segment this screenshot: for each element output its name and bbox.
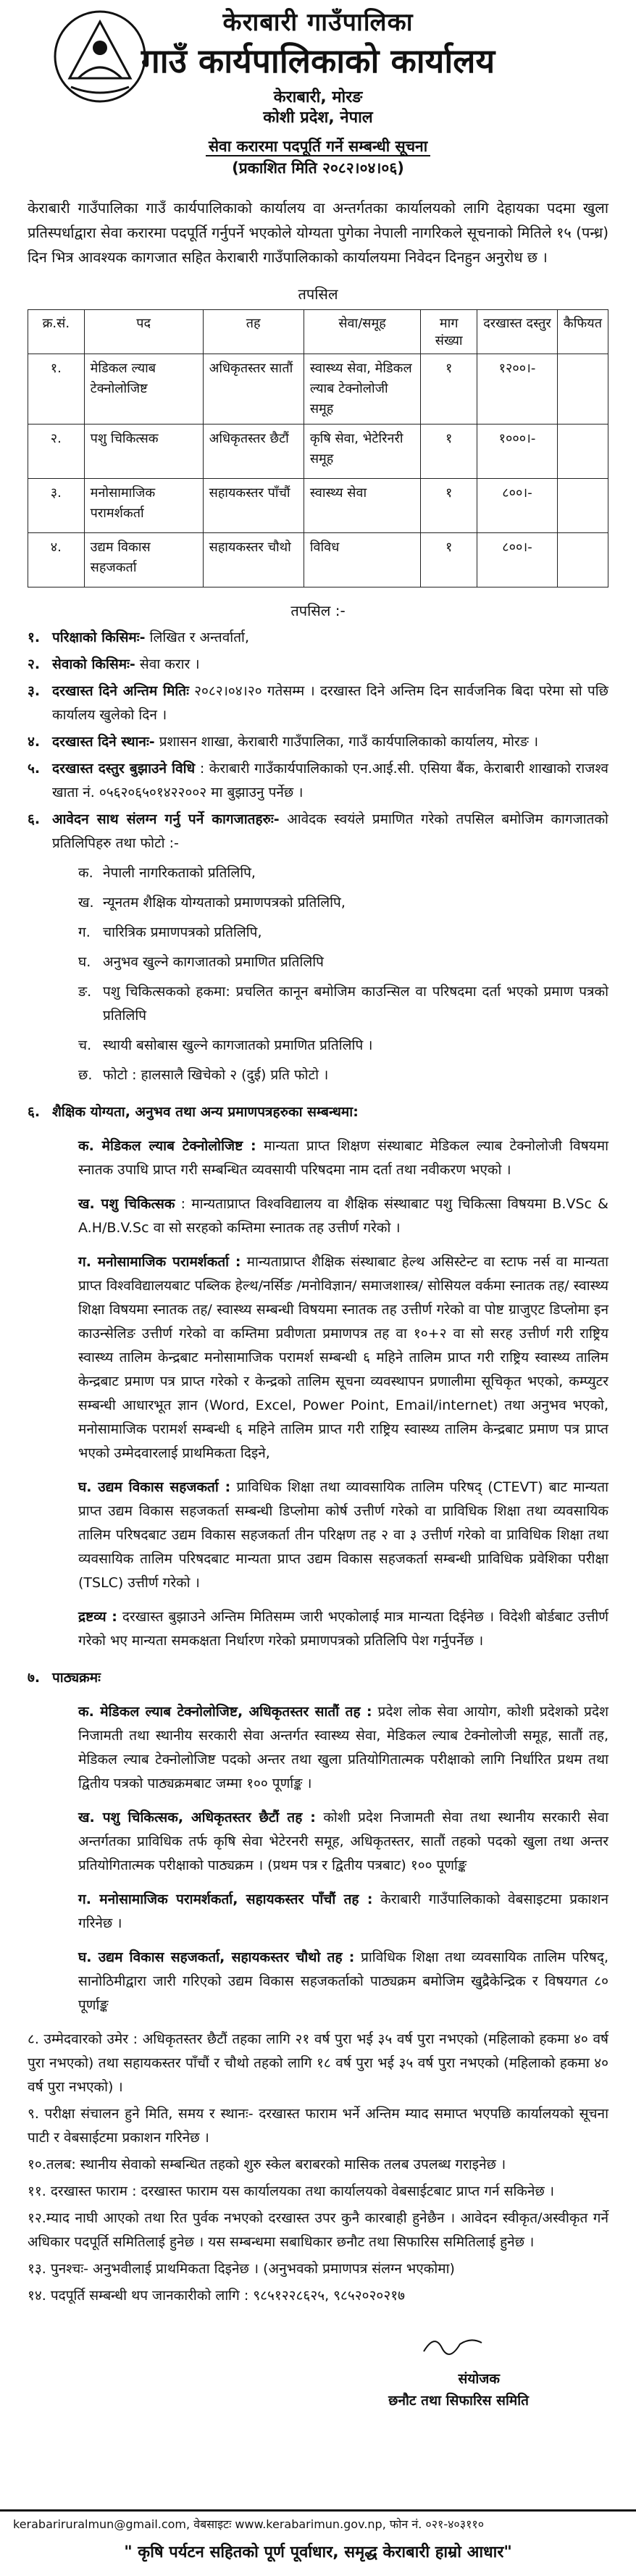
item-label: सेवाको किसिमः- bbox=[52, 656, 135, 672]
syllabus-enterprise: घ. उद्यम विकास सहजकर्ता, सहायकस्तर चौथो तह : प्राविधिक शिक्षा तथा व्यवसायिक तालिम परिषद्, सानोठिमीद्वारा जारी गरिएको उद्यम विकास सहजकर्ताको पाठ्यक्रम बमोजिम खुद्रैकेन्द्रिक र विषयगत ८० पूर्णाङ्क bbox=[78, 1949, 609, 2013]
signatory-committee: छनौट तथा सिफारिस समिति bbox=[388, 2393, 529, 2409]
syllabus-veterinarian: ख. पशु चिकित्सक, अधिकृतस्तर छैटौं तह : कोशी प्रदेश निजामती सेवा तथा स्थानीय सरकारी सेवा अन्तर्गतका प्राविधिक तर्फ कृषि सेवा भेटेरनरी समूह, अधिकृतस्तर, सातौं तहको पदको खुला तथा अन्तर प्रतियोगितात्मक परीक्षाको पाठ्यक्रम । (प्रथम पत्र र द्वितीय पत्रबाट) १०० पूर्णाङ्क bbox=[78, 1810, 608, 1873]
signatory-role: संयोजक bbox=[458, 2371, 500, 2387]
item-number: ३. bbox=[28, 683, 41, 699]
cell-fee: ८००।- bbox=[477, 533, 558, 587]
item-text: प्रशासन शाखा, केराबारी गाउँपालिका, गाउँ कार्यपालिकाको कार्यालय, मोरङ । bbox=[159, 734, 539, 750]
document-item bbox=[78, 950, 608, 974]
sub-number: घ. bbox=[78, 954, 91, 970]
cell-fee: ८००।- bbox=[477, 479, 558, 533]
sub-text: स्थायी बसोबास खुल्ने कागजातको प्रमाणित प्रतिलिपि । bbox=[103, 1037, 373, 1053]
document-item bbox=[78, 980, 608, 1028]
sub-text: अनुभव खुल्ने कागजातको प्रमाणित प्रतिलिपि bbox=[103, 954, 324, 970]
document-item bbox=[78, 861, 608, 885]
item-label: शैक्षिक योग्यता, अनुभव तथा अन्य प्रमाणपत्रहरुका सम्बन्धमा: bbox=[52, 1104, 359, 1120]
cell-service: कृषि सेवा, भेटेरिनरी समूह bbox=[304, 425, 420, 479]
detail-exam-schedule: ९. परीक्षा संचालन हुने मिति, समय र स्थानः- दरखास्त फाराम भर्ने अन्तिम म्याद समाप्त भएपछि कार्यालयको सूचना पाटी र वेबसाईटमा प्रकाशन गरिनेछ । bbox=[28, 2106, 608, 2146]
cell-post: मनोसामाजिक परामर्शकर्ता bbox=[84, 479, 203, 533]
notice-date: (प्रकाशित मिति २०८२।०४।०६) bbox=[232, 159, 404, 177]
sub-text: नेपाली नागरिकताको प्रतिलिपि, bbox=[103, 865, 256, 881]
cell-fee: १०००।- bbox=[477, 425, 558, 479]
letterhead bbox=[28, 0, 608, 177]
cell-serial: ४. bbox=[28, 533, 85, 587]
cell-quantity: १ bbox=[421, 533, 477, 587]
header-serial: क्र.सं. bbox=[28, 310, 85, 354]
document-item bbox=[78, 1034, 608, 1058]
header-post: पद bbox=[84, 310, 203, 354]
signature-block bbox=[28, 2330, 608, 2424]
cell-level: अधिकृतस्तर सातौं bbox=[203, 354, 304, 425]
cell-remarks bbox=[557, 533, 608, 587]
cell-quantity: १ bbox=[421, 425, 477, 479]
sub-number: ग. bbox=[78, 924, 91, 940]
qualification-note: द्रष्टव्य : दरखास्त बुझाउने अन्तिम मितिसम्म जारी भएकोलाई मात्र मान्यता दिईनेछ । विदेशी बोर्डबाट उत्तीर्ण गरेको भए मान्यता समकक्षता निर्धारण गरेको प्रमाणपत्रको प्रतिलिपि पेश गर्नुपर्नेछ । bbox=[78, 1609, 608, 1649]
cell-remarks bbox=[557, 479, 608, 533]
details-heading: तपसिल :- bbox=[290, 602, 346, 619]
sub-number: ङ. bbox=[78, 984, 92, 1000]
sub-number: ख. bbox=[78, 895, 94, 911]
sub-number: च. bbox=[78, 1037, 92, 1053]
item-text: लिखित र अन्तर्वार्ता, bbox=[149, 630, 249, 645]
item-label: पाठ्यक्रमः bbox=[52, 1670, 101, 1686]
detail-late-applications: १२.म्याद नाघी आएको तथा रित पुर्वक नभएको दरखास्त उपर कुनै कारबाही हुनेछैन । आवेदन स्वीकृत/अस्वीकृत गर्ने अधिकार पदपूर्ति समितिलाई हुनेछ । यस सम्बन्धमा सबाधिकार छनौट तथा सिफारिस समितिलाई हुनेछ । bbox=[28, 2210, 608, 2250]
document-item bbox=[78, 921, 608, 945]
cell-serial: २. bbox=[28, 425, 85, 479]
document-item bbox=[78, 891, 608, 915]
header-remarks: कैफियत bbox=[557, 310, 608, 354]
detail-deadline bbox=[28, 679, 608, 727]
detail-salary: १०.तलब: स्थानीय सेवाको सम्बन्धित तहको शुरु स्केल बराबरको मासिक तलब उपलब्ध गराइनेछ । bbox=[28, 2157, 506, 2173]
intro-paragraph: केराबारी गाउँपालिका गाउँ कार्यपालिकाको कार्यालय वा अन्तर्गतका कार्यालयको लागि देहायका पदमा खुला प्रतिस्पर्धाद्वारा सेवा करारमा पदपूर्ति गर्नुपर्ने भएकोले योग्यता पुगेका नेपाली नागरिकले सूचनाको मितिले १५ (पन्ध्र) दिन भित्र आवश्यक कागजात सहित केराबारी गाउँपालिकाको कार्यालयमा निवेदन दिनहुन अनुरोध छ । bbox=[28, 199, 608, 266]
details-section bbox=[28, 626, 608, 2308]
cell-post: मेडिकल ल्याब टेक्नोलोजिष्ट bbox=[84, 354, 203, 425]
item-label: परिक्षाको किसिमः- bbox=[52, 630, 146, 645]
sub-text: फोटो : हालसालै खिचेको २ (दुई) प्रति फोटो । bbox=[103, 1067, 329, 1083]
item-number: ५. bbox=[28, 761, 41, 777]
cell-serial: ३. bbox=[28, 479, 85, 533]
header-level: तह bbox=[203, 310, 304, 354]
cell-level: अधिकृतस्तर छैटौं bbox=[203, 425, 304, 479]
detail-experience-priority: १३. पुनश्चः- अनुभवीलाई प्राथमिकता दिइनेछ । (अनुभवको प्रमाणपत्र संलग्न भएकोमा) bbox=[28, 2261, 455, 2277]
qualifications-heading bbox=[28, 1100, 608, 1124]
footer bbox=[0, 2509, 636, 2576]
table-row bbox=[28, 425, 608, 479]
detail-age: ८. उम्मेदवारको उमेर : अधिकृतस्तर छैटौं तहका लागि २१ वर्ष पुरा भई ३५ वर्ष पुरा नभएको (महिलाको हकमा ४० वर्ष पुरा नभएको) तथा सहायकस्तर पाँचौं र चौथो तहको लागि १८ वर्ष पुरा भई ३५ वर्ष पुरा नभएको (महिलाको हकमा ४० वर्ष पुरा नभएको) । bbox=[28, 2031, 608, 2095]
cell-level: सहायकस्तर पाँचौं bbox=[203, 479, 304, 533]
cell-quantity: १ bbox=[421, 479, 477, 533]
cell-quantity: १ bbox=[421, 354, 477, 425]
table-heading: तपसिल bbox=[298, 285, 338, 303]
item-label: दरखास्त दस्तुर बुझाउने विधि bbox=[52, 761, 196, 777]
item-number: ४. bbox=[28, 734, 41, 750]
detail-service-type bbox=[28, 653, 608, 677]
detail-required-documents bbox=[28, 808, 608, 856]
syllabus-psychosocial: ग. मनोसामाजिक परामर्शकर्ता, सहायकस्तर पाँचौं तह : केराबारी गाउँपालिकाको वेबसाइटमा प्रकाशन गरिनेछ । bbox=[78, 1891, 609, 1931]
header-service: सेवा/समूह bbox=[304, 310, 420, 354]
detail-submission-place bbox=[28, 730, 608, 754]
table-header-row bbox=[28, 310, 608, 354]
item-label: दरखास्त दिने अन्तिम मितिः bbox=[52, 683, 189, 699]
sub-text: पशु चिकित्सकको हकमा: प्रचलित कानून बमोजिम काउन्सिल वा परिषदमा दर्ता भएको प्रमाण पत्रको प्रतिलिपि bbox=[103, 984, 608, 1024]
footer-contact: kerabariruralmun@gmail.com, वेबसाइटः www.kerabarimun.gov.np, फोन नं. ०२१-४०३११० bbox=[13, 2517, 485, 2531]
posts-table bbox=[28, 309, 608, 587]
sub-number: क. bbox=[78, 865, 93, 881]
item-label: आवेदन साथ संलग्न गर्नु पर्ने कागजातहरुः- bbox=[52, 811, 280, 827]
footer-slogan: " कृषि पर्यटन सहितको पूर्ण पूर्वाधार, समृद्ध केराबारी हाम्रो आधार" bbox=[124, 2543, 512, 2562]
signature-icon bbox=[420, 2330, 485, 2359]
qualification-medical-lab: क. मेडिकल ल्याब टेक्नोलोजिष्ट : मान्यता प्राप्त शिक्षण संस्थाबाट मेडिकल ल्याब टेक्नोलोजी विषयमा स्नातक उपाधि प्राप्त गरी सम्बन्धित व्यवसायी परिषदमा नाम दर्ता तथा नवीकरण भएको । bbox=[78, 1138, 608, 1178]
cell-post: उद्यम विकास सहजकर्ता bbox=[84, 533, 203, 587]
notice-title: सेवा करारमा पदपूर्ति गर्ने सम्बन्धी सूचना bbox=[28, 136, 608, 156]
item-number: ७. bbox=[28, 1670, 41, 1686]
qualification-veterinarian: ख. पशु चिकित्सक : मान्यताप्राप्त विश्वविद्यालय वा शैक्षिक संस्थाबाट पशु चिकित्सा विषयमा B.VSc & A.H/B.V.Sc वा सो सरहको कम्तिमा स्नातक तह उत्तीर्ण गरेको । bbox=[78, 1196, 608, 1236]
cell-service: विविध bbox=[304, 533, 420, 587]
item-text: २०८२।०४।२० गतेसम्म । दरखास्त दिने अन्तिम दिन सार्वजनिक बिदा परेमा सो पछि कार्यालय खुलेको दिन । bbox=[52, 683, 608, 723]
municipality-name: केराबारी गाउँपालिका bbox=[222, 8, 414, 37]
qualification-enterprise: घ. उद्यम विकास सहजकर्ता : प्राविधिक शिक्षा तथा व्यावसायिक तालिम परिषद् (CTEVT) बाट मान्यता प्राप्त उद्यम विकास सहजकर्ता सम्बन्धी डिप्लोमा कोर्ष उत्तीर्ण गरेको वा प्राविधिक शिक्षा तथा व्यवसायिक तालिम परिषदबाट उद्यम विकास सहजकर्ता तीन परिक्षण तह २ वा ३ उत्तीर्ण गरेको वा प्राविधिक शिक्षा तथा व्यवसायिक तालिम परिषदबाट मान्यता प्राप्त उद्यम विकास सहजकर्ता सम्बन्धी प्राविधिक प्रवेशिका परीक्षा (TSLC) उत्तीर्ण गरेको । bbox=[78, 1479, 609, 1591]
item-text: सेवा करार । bbox=[139, 656, 200, 672]
table-row bbox=[28, 354, 608, 425]
detail-application-form: ११. दरखास्त फाराम : दरखास्त फाराम यस कार्यालयका तथा कार्यालयको वेबसाईटबाट प्राप्त गर्न सकिनेछ । bbox=[28, 2183, 555, 2199]
item-number: ६. bbox=[28, 811, 41, 827]
item-label: दरखास्त दिने स्थानः- bbox=[52, 734, 155, 750]
header-quantity: माग संख्या bbox=[421, 310, 477, 354]
table-row bbox=[28, 533, 608, 587]
cell-remarks bbox=[557, 425, 608, 479]
office-name: गाउँ कार्यपालिकाको कार्यालय bbox=[141, 41, 495, 80]
cell-fee: १२००।- bbox=[477, 354, 558, 425]
sub-text: न्यूनतम शैक्षिक योग्यताको प्रमाणपत्रको प्रतिलिपि, bbox=[103, 895, 346, 911]
document-item bbox=[78, 1063, 608, 1087]
item-number: १. bbox=[28, 630, 41, 645]
qualification-psychosocial: ग. मनोसामाजिक परामर्शकर्ता : मान्यताप्राप्त शैक्षिक संस्थाबाट हेल्थ असिस्टेन्ट वा स्टाफ नर्स वा मान्यता प्राप्त विश्वविद्यालयबाट पब्लिक हेल्थ/नर्सिङ /मनोविज्ञान/ समाजशास्त्र/ सोसियल वर्कमा स्नातक तह/ स्वास्थ्य शिक्षा विषयमा स्नातक तह/ स्वास्थ्य सम्बन्धी विषयमा स्नातक तह उत्तीर्ण गरेको वा पोष्ट ग्राजुएट डिप्लोमा इन काउन्सेलिङ उत्तीर्ण गरेको वा कम्तिमा प्रवीणता प्रमाणपत्र तह वा १०+२ वा सो सरह उत्तीर्ण गरी राष्ट्रिय स्वास्थ्य तालिम केन्द्रबाट मनोसामाजिक परामर्श सम्बन्धी ६ महिने तालिम प्राप्त गरी राष्ट्रिय स्वास्थ्य तालिम केन्द्रबाट प्रमाण पत्र प्राप्त गरेको र केन्द्रको तालिम सूचना व्यवस्थापन प्रणालीमा सूचिकृत भएको, कम्प्युटर सम्बन्धी आधारभूत ज्ञान (Word, Excel, Power Point, Email/internet) तथा अनुभव भएको, मनोसामाजिक परामर्श सम्बन्धी ६ महिने तालिम प्राप्त गरी राष्ट्रिय स्वास्थ्य तालिम केन्द्रबाट प्रमाण पत्र प्राप्त भएको उम्मेदवारलाई प्राथमिकता दिइने, bbox=[78, 1254, 608, 1461]
cell-service: स्वास्थ्य सेवा, मेडिकल ल्याब टेक्नोलोजी समूह bbox=[304, 354, 420, 425]
table-row bbox=[28, 479, 608, 533]
cell-level: सहायकस्तर चौथो bbox=[203, 533, 304, 587]
cell-serial: १. bbox=[28, 354, 85, 425]
office-province: कोशी प्रदेश, नेपाल bbox=[263, 109, 373, 127]
sub-text: चारित्रिक प्रमाणपत्रको प्रतिलिपि, bbox=[103, 924, 262, 940]
item-number: २. bbox=[28, 656, 41, 672]
header-fee: दरखास्त दस्तुर bbox=[477, 310, 558, 354]
cell-post: पशु चिकित्सक bbox=[84, 425, 203, 479]
office-district: केराबारी, मोरङ bbox=[273, 88, 363, 106]
item-number: ६. bbox=[28, 1104, 41, 1120]
syllabus-medical-lab: क. मेडिकल ल्याब टेक्नोलोजिष्ट, अधिकृतस्तर सातौं तह : प्रदेश लोक सेवा आयोग, कोशी प्रदेशको प्रदेश निजामती तथा स्थानीय सरकारी सेवा अन्तर्गत स्वास्थ्य सेवा, मेडिकल ल्याब टेक्नोलोजी समूह, सातौं तह, मेडिकल ल्याब टेक्नोलोजिष्ट पदको अन्तर तथा खुला प्रतियोगितात्मक परीक्षाको लागि निर्धारित प्रथम तथा द्वितीय पत्रको पाठ्यक्रमबाट जम्मा १०० पूर्णाङ्क । bbox=[78, 1704, 608, 1791]
detail-contact-numbers: १४. पदपूर्ति सम्बन्धी थप जानकारीको लागि : ९८५१२२८६२५, ९८५२०२०२१७ bbox=[28, 2288, 405, 2304]
item-text: : केराबारी गाउँकार्यपालिकाको एन.आई.सी. एसिया बैंक, केराबारी शाखाको राजश्व खाता नं. ०५६२०६५०१४२२००२ मा बुझाउनु पर्नेछ । bbox=[52, 761, 608, 800]
cell-remarks bbox=[557, 354, 608, 425]
cell-service: स्वास्थ्य सेवा bbox=[304, 479, 420, 533]
detail-exam-type bbox=[28, 626, 608, 650]
item-text: आवेदक स्वयंले प्रमाणित गरेको तपसिल बमोजिम कागजातको प्रतिलिपिहरु तथा फोटो :- bbox=[52, 811, 608, 851]
sub-number: छ. bbox=[78, 1067, 93, 1083]
detail-fee-payment bbox=[28, 757, 608, 805]
syllabus-heading bbox=[28, 1666, 608, 1690]
